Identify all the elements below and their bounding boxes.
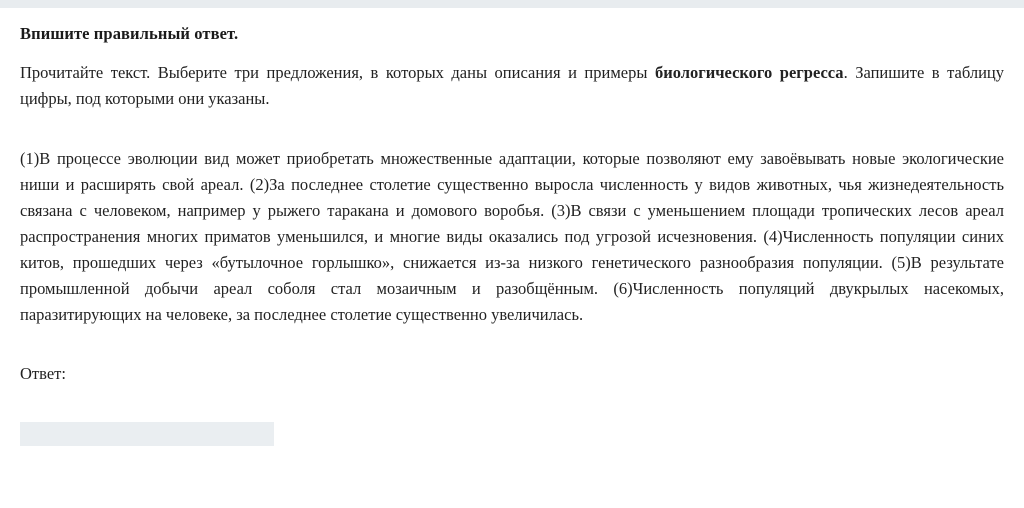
document-content (20, 24, 1004, 446)
top-bar (0, 0, 1024, 8)
answer-input[interactable] (20, 422, 274, 446)
answer-label: Ответ: (20, 364, 66, 383)
task-title: Впишите правильный ответ. (20, 24, 239, 43)
instruction-text-tail: . Запишите в таблицу цифры, под которыми они указаны. (20, 63, 1004, 108)
answer-section (20, 364, 1004, 446)
instruction-emphasis: биологического регресса (654, 63, 844, 82)
instruction-text-lead: Прочитайте текст. Выберите три предложения, в которых даны описания и примеры (20, 63, 655, 82)
task-instruction (20, 60, 1004, 112)
document-page (0, 8, 1024, 508)
passage-text: (1)В процессе эволюции вид может приобретать множественные адаптации, которые позволяют ему завоёвывать новые экологические ниши и расширять свой ареал. (2)За последнее столетие существенно выросла численность у видов животных, чья жизнедеятельность связана с человеком, например у рыжего таракана и домового воробья. (3)В связи с уменьшением площади тропических лесов ареал распространения многих приматов уменьшился, и многие виды оказались под угрозой исчезновения. (4)Численность популяции синих китов, прошедших через «бутылочное горлышко», снижается из-за низкого генетического разнообразия популяции. (5)В результате промышленной добычи ареал соболя стал мозаичным и разобщённым. (6)Численность популяций двукрылых насекомых, паразитирующих на человеке, за последнее столетие существенно увеличилась. (20, 149, 1004, 324)
instruction-passage-spacer (20, 126, 1004, 146)
